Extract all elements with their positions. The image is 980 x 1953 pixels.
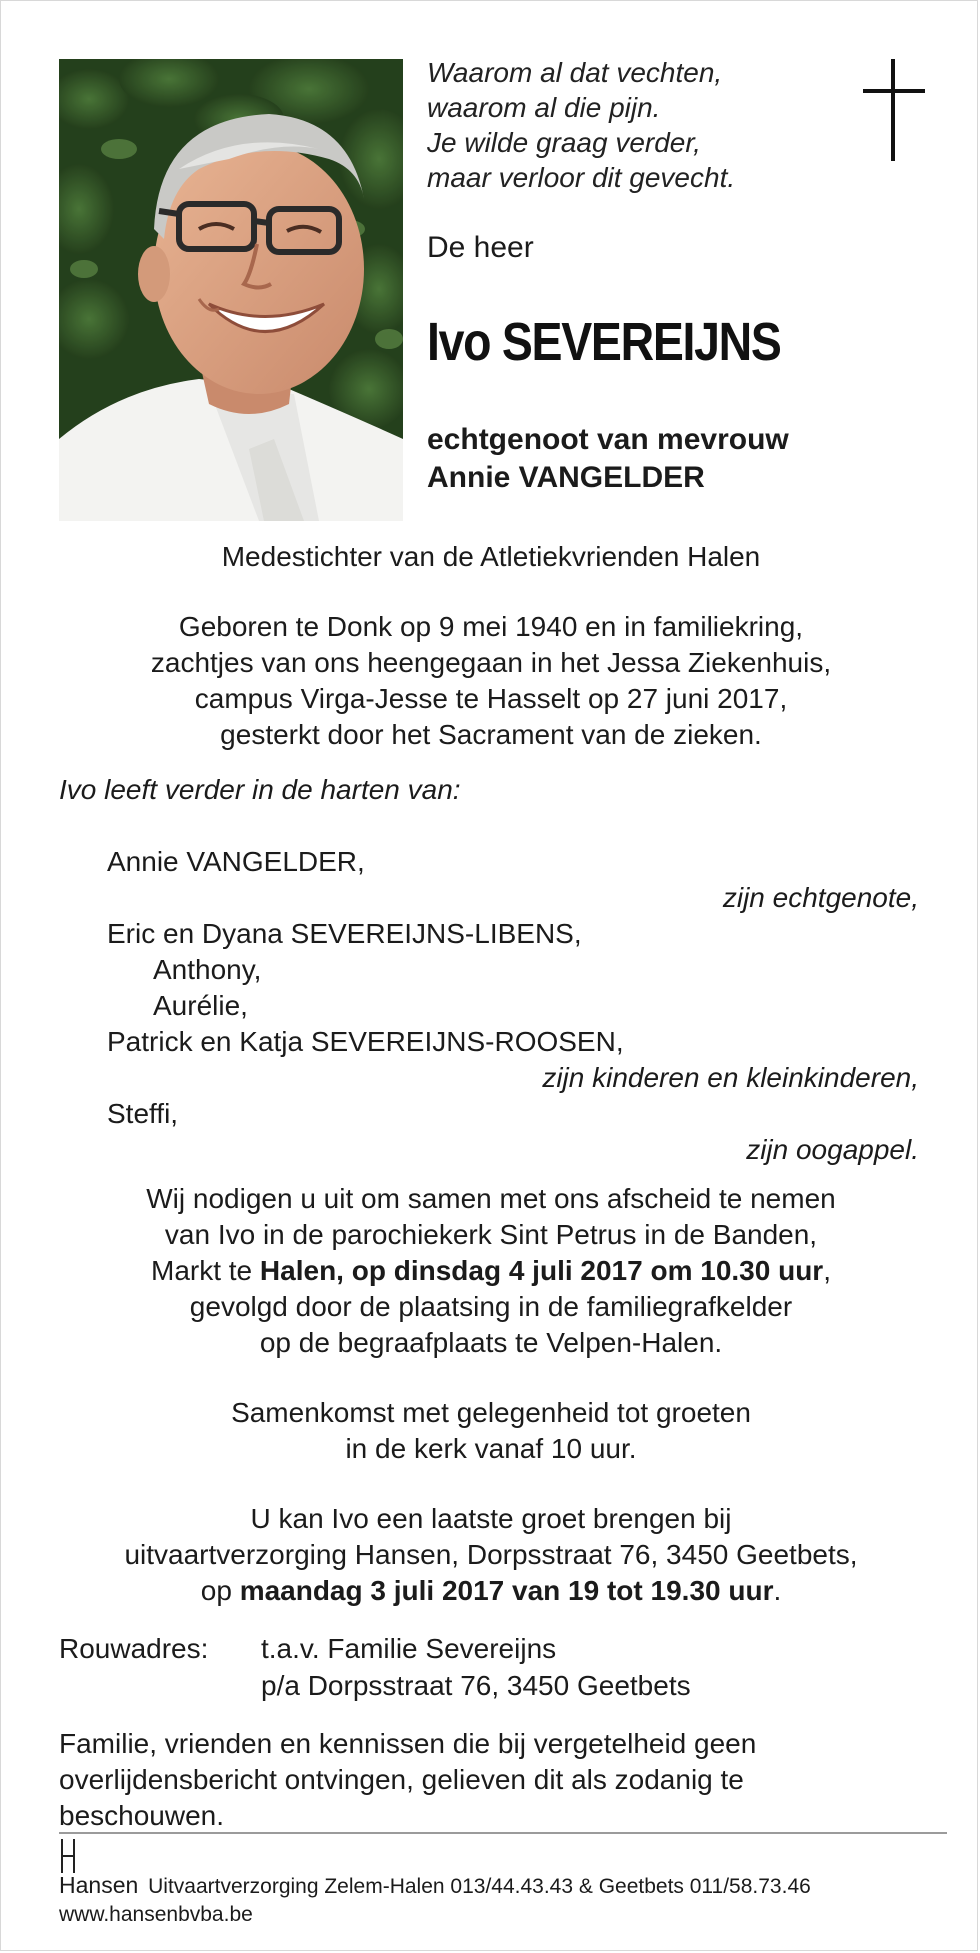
ceremony-paragraph <box>41 1181 941 1361</box>
notice-line: Familie, vrienden en kennissen die bij vergetelheid geen <box>59 1728 757 1759</box>
birth-line: campus Virga-Jesse te Hasselt op 27 juni 2017, <box>194 683 788 714</box>
visit-datetime: maandag 3 juli 2017 van 19 tot 19.30 uur <box>239 1575 774 1606</box>
family-relation: zijn echtgenote, <box>722 882 919 913</box>
family-member: Steffi, <box>107 1098 179 1129</box>
address-label: Rouwadres: <box>59 1633 209 1664</box>
notice-paragraph <box>59 1726 919 1834</box>
spouse-line: Annie VANGELDER <box>427 461 705 494</box>
notice-line: beschouwen. <box>59 1800 225 1831</box>
footer-website: www.hansenbvba.be <box>59 1903 253 1926</box>
spouse-line: echtgenoot van mevrouw <box>427 423 789 456</box>
birth-line: gesterkt door het Sacrament van de zieken. <box>220 719 762 750</box>
family-list <box>59 846 919 1166</box>
ceremony-line: gevolgd door de plaatsing in de familiegrafkelder <box>189 1291 793 1322</box>
family-member: Aurélie, <box>153 990 248 1021</box>
deceased-name: Ivo SEVEREIJNS <box>427 312 781 372</box>
family-member: Eric en Dyana SEVEREIJNS-LIBENS, <box>107 918 582 949</box>
mourning-address <box>59 1633 919 1713</box>
visit-line: uitvaartverzorging Hansen, Dorpsstraat 76, 3450 Geetbets, <box>124 1539 858 1570</box>
visit-line <box>41 1573 941 1609</box>
poem-line: waarom al die pijn. <box>427 92 661 123</box>
ceremony-text: , <box>823 1255 831 1286</box>
footer-divider <box>59 1832 947 1834</box>
notice-line: overlijdensbericht ontvingen, gelieven dit als zodanig te <box>59 1764 744 1795</box>
founder-text: Medestichter van de Atletiekvrienden Halen <box>221 541 761 572</box>
visit-text: op <box>200 1575 240 1606</box>
ceremony-line: Wij nodigen u uit om samen met ons afscheid te nemen <box>146 1183 836 1214</box>
cross-icon <box>863 59 925 161</box>
salutation: De heer <box>427 231 534 264</box>
ceremony-line: op de begraafplaats te Velpen-Halen. <box>259 1327 723 1358</box>
ceremony-line: van Ivo in de parochiekerk Sint Petrus in de Banden, <box>164 1219 818 1250</box>
footer-contact <box>59 1872 811 1899</box>
birth-line: Geboren te Donk op 9 mei 1940 en in familiekring, <box>178 611 804 642</box>
family-intro: Ivo leeft verder in de harten van: <box>59 774 461 805</box>
poem <box>427 55 847 195</box>
ceremony-line <box>41 1253 941 1289</box>
family-member: Anthony, <box>153 954 262 985</box>
family-member: Patrick en Katja SEVEREIJNS-ROOSEN, <box>107 1026 624 1057</box>
address-line: p/a Dorpsstraat 76, 3450 Geetbets <box>261 1670 691 1701</box>
founder-line <box>41 539 941 575</box>
spouse-block <box>427 421 789 497</box>
visit-text: . <box>773 1575 782 1606</box>
visit-line: U kan Ivo een laatste groet brengen bij <box>250 1503 732 1534</box>
portrait-photo <box>59 59 403 521</box>
birth-line: zachtjes van ons heengegaan in het Jessa Ziekenhuis, <box>150 647 832 678</box>
footer-text: Uitvaartverzorging Zelem-Halen 013/44.43.43 & Geetbets 011/58.73.46 <box>148 1875 811 1898</box>
birth-paragraph <box>41 609 941 753</box>
meeting-line: in de kerk vanaf 10 uur. <box>345 1433 637 1464</box>
address-line: t.a.v. Familie Severeijns <box>261 1633 557 1664</box>
footer-brand: Hansen <box>59 1872 139 1898</box>
ceremony-datetime: Halen, op dinsdag 4 juli 2017 om 10.30 uur <box>259 1255 824 1286</box>
hansen-logo <box>59 1839 79 1873</box>
meeting-line: Samenkomst met gelegenheid tot groeten <box>231 1397 751 1428</box>
visit-paragraph <box>41 1501 941 1609</box>
meeting-paragraph <box>41 1395 941 1467</box>
poem-line: maar verloor dit gevecht. <box>427 162 736 193</box>
family-relation: zijn kinderen en kleinkinderen, <box>542 1062 919 1093</box>
ceremony-text: Markt te <box>151 1255 260 1286</box>
family-relation: zijn oogappel. <box>746 1134 919 1165</box>
family-member: Annie VANGELDER, <box>107 846 365 877</box>
poem-line: Waarom al dat vechten, <box>427 57 723 88</box>
poem-line: Je wilde graag verder, <box>427 127 701 158</box>
